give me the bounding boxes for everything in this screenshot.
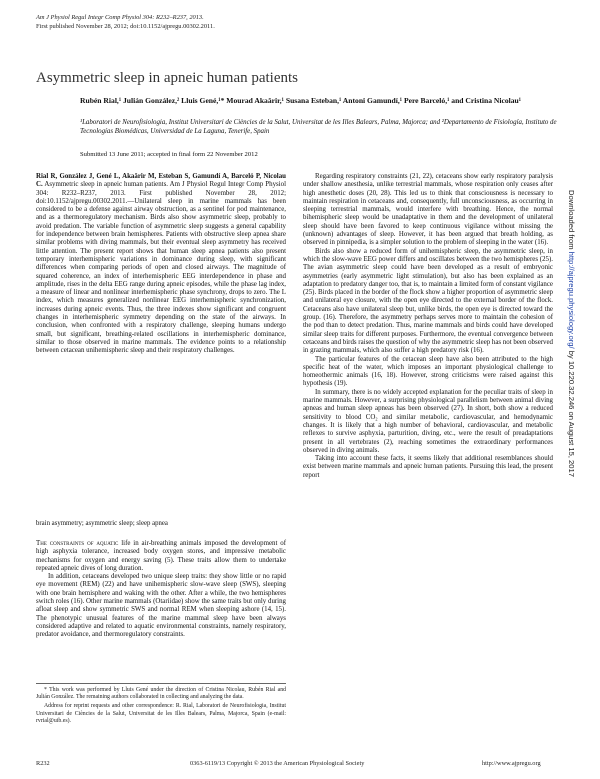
footnotes (36, 687, 286, 727)
copyright-line: 0363-6119/13 Copyright © 2013 the American Physiological Society (190, 760, 365, 767)
abstract (36, 173, 286, 356)
author-list: Rubén Rial,¹ Julián González,² Lluis Gené,¹* Mourad Akaârir,¹ Susana Esteban,¹ Antoni Gamundí,¹ Pere Barceló,¹ and Cristina Nicolau¹ (80, 96, 522, 105)
intro-right-column (303, 173, 553, 480)
body-paragraph: Regarding respiratory constraints (21, 22), cetaceans show early respiratory paralysis under shallow anesthesia, unlike terrestrial mammals, whose respiration only ceases after high anesthetic doses (20, 28). This led us to think that consciousness is necessary to maintain respiration in cetaceans and, consequently, full unconsciousness, as occurring in sleeping terrestrial mammals, would interfere with breathing. Hence, the normal bihemispheric sleep would be unadaptative in them and the development of unilateral sleep should have been favored to keep continuous vigilance without missing the (unknown) advantages of sleep. However, it has been argued that breath holding, as observed in pinnipedia, is a simpler solution to the problem of sleeping in the water (16). (303, 173, 553, 247)
intro-lead-in: The constraints of aquatic (36, 540, 119, 547)
page-number: R232 (36, 760, 50, 767)
footnote-divider (36, 683, 286, 684)
abstract-citation: Asymmetric sleep in apneic human patients. Am J Physiol Regul Integr Comp Physiol 304: R232–R237, 2013. First published November 28, 2012; doi:10.1152/ajpregu.00302.2011.— (36, 181, 286, 205)
affiliations: ¹Laboratori de Neurofisiologia, Institut Universitari de Ciències de la Salut, Universitat de les Illes Balears, Palma, Majorca; and ²Departamento de Fisiología, Instituto de Tecnologías Biomédicas, Universidad de La Laguna, Tenerife, Spain (80, 119, 557, 135)
intro-left-column (36, 540, 286, 640)
journal-url: http://www.ajpregu.org (482, 760, 541, 767)
first-published-line: First published November 28, 2012; doi:10.1152/ajpregu.00302.2011. (36, 23, 215, 30)
body-paragraph: The particular features of the cetacean sleep have also been attributed to the high specific heat of the water, which imposes an important physiological challenge to homeothermic animals (16, 18). However, strong criticisms were raised against this hypothesis (19). (303, 355, 553, 388)
journal-citation: Am J Physiol Regul Integr Comp Physiol 304: R232–R237, 2013. (36, 14, 204, 21)
footnote-contribution: * This work was performed by Lluis Gené under the direction of Cristina Nicolau, Rubén Rial and Julián González. The remaining authors collaborated in collecting and analyzing the data. (36, 687, 286, 701)
footnote-correspondence: Address for reprint requests and other correspondence: R. Rial, Laboratori de Neurofisiologia, Institut Universitari de Ciències de la Salut, Universitat de les Illes Balears, Palma, Majorca, Spain (e-mail: rvrial@uib.es). (36, 703, 286, 724)
intro-paragraph-1: The constraints of aquatic life in air-breathing animals imposed the development of high asphyxia tolerance, increased body oxygen stores, and impressive metabolic mechanisms for oxygen and energy saving (5). These traits allow them to undertake repeated apneic dives of long duration. (36, 540, 286, 572)
submission-dates: Submitted 13 June 2011; accepted in final form 22 November 2012 (80, 151, 258, 158)
article-title: Asymmetric sleep in apneic human patients (36, 70, 299, 86)
body-paragraph: Birds also show a reduced form of unihemispheric sleep, the asymmetric sleep, in which the slow-wave EEG power differs and oscillates between the two hemispheres (25). The avian asymmetric sleep could have been developed as a result of embryonic asymmetries (early asymmetric light stimulation), but also has been explained as an adaptation to predatory danger too, that is, to maintain a limited form of constant vigilance (25). Birds placed in the border of the flock show a higher proportion of asymmetric sleep and unilateral eye closure, with the open eye directed to the external border of the flock. Cetaceans also have unilateral sleep but, unlike birds, the open eye is directed toward the group. (16). Therefore, the asymmetry perhaps serves more to maintain the cohesion of the pod than to detect predation. Thus, marine mammals and birds could have developed similar sleep traits for different purposes. Furthermore, the eventual convergence between cetaceans and birds raises the question of why the asymmetric sleep has not been observed in grazing mammals, which also suffer a high predatory risk (16). (303, 247, 553, 355)
abstract-citation-authors: Rial R, González J, Gené L, Akaârir M, Esteban S, Gamundí A, Barceló P, Nicolau C. (36, 173, 286, 189)
download-link[interactable]: http://ajpregu.physiology.org/ (567, 251, 576, 349)
intro-paragraph-2: In addition, cetaceans developed two unique sleep traits: they show little or no rapid eye movement (REM) (22) and have unihemispheric slow-wave sleep (SWS), sleeping with one brain hemisphere and waking with the other. After a while, the two hemispheres switch roles (16). Other marine mammals (Otariidae) show the same traits but only during afloat sleep and show symmetric SWS and normal REM when sleeping ashore (14, 15). The phenotypic unusual features of the marine mammal sleep have been always considered adaptive and related to aquatic environmental constraints, namely respiratory, predator avoidance, and thermoregulatory constraints. (36, 573, 286, 639)
keywords: brain asymmetry; asymmetric sleep; sleep apnea (36, 520, 168, 527)
download-stamp: Downloaded from http://ajpregu.physiology.org/ by 10.220.32.246 on August 15, 2017 (567, 190, 576, 477)
abstract-body: Unilateral sleep in marine mammals has been considered to be a defense against airway obstruction, as a sentinel for pod maintenance, and as a thermoregulatory mechanism. Birds also show asymmetric sleep, probably to avoid predation. The variable function of asymmetric sleep suggests a general capability for independence between brain hemispheres. Patients with obstructive sleep apnea share similar problems with diving mammals, but their eventual sleep asymmetry has received little attention. The present report shows that human sleep apnea patients also present temporary interhemispheric variations in dominance during sleep, with significant differences when comparing periods of open and closed airways. The magnitude of squared coherence, an index of interhemispheric EEG interdependence in phase and amplitude, rises in the delta EEG range during apneic episodes, while the phase lag index, a measure of linear and nonlinear interhemispheric phase synchrony, drops to zero. The L index, which measures generalized nonlinear EEG interhemispheric synchronization, increases during apneic events. Thus, the three indexes show significant and congruent changes in interhemispheric symmetry depending on the state of the airways. In conclusion, when confronted with a respiratory challenge, sleeping humans undergo small, but significant, breathing-related oscillations in interhemispheric dominance, similar to those observed in marine mammals. The evidence points to a relationship between cetacean unihemispheric sleep and their respiratory challenges. (36, 197, 286, 355)
body-paragraph: In summary, there is no widely accepted explanation for the peculiar traits of sleep in marine mammals. However, a surprising physiological parallelism between animal diving apneas and human sleep apneas has been observed (27). In short, both show a reduced sensitivity to blood CO₂ and similar metabolic, cardiovascular, and hemodynamic changes. It is likely that a high number of behavioral, cardiovascular, and metabolic reflexes to survive asphyxia, parturition, diving, etc., were the result of preadaptations present in all vertebrates (2), reaching sometimes the extraordinary performances observed in diving animals. (303, 388, 553, 454)
body-paragraph: Taking into account these facts, it seems likely that additional resemblances should exist between marine mammals and apneic human patients. Pursuing this lead, the present report (303, 455, 553, 479)
